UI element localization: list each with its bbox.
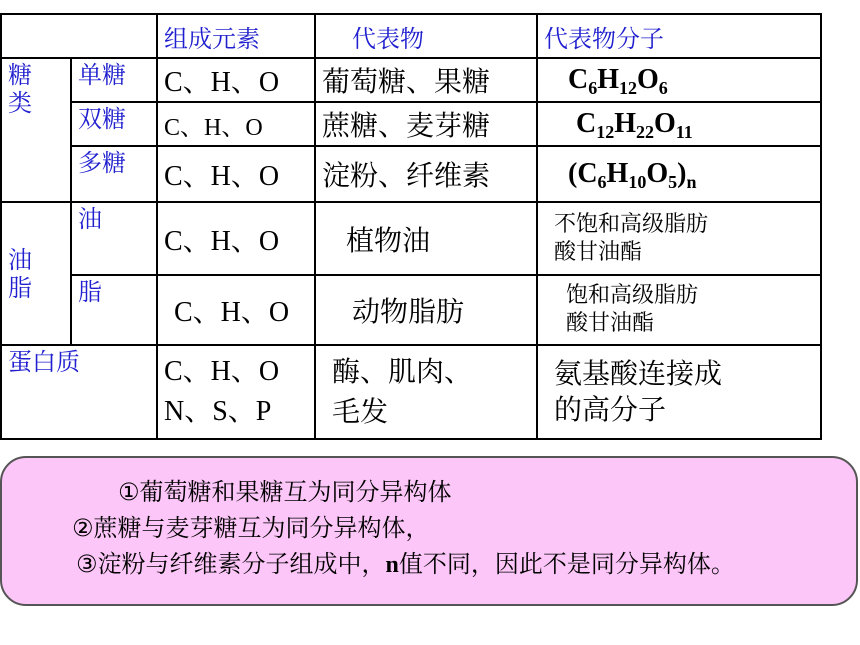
representative-substance: 淀粉、纤维素 — [315, 146, 537, 202]
formula-symbol: O — [646, 158, 669, 189]
row-disaccharide — [1, 102, 821, 146]
formula-symbol: H — [597, 64, 620, 95]
formula-subscript: 12 — [619, 78, 638, 98]
formula-subscript: 6 — [588, 78, 598, 98]
element-composition: C、H、O N、S、P — [157, 345, 315, 439]
formula-subscript: 10 — [628, 172, 647, 192]
molecular-formula — [537, 102, 821, 146]
formula-symbol: O — [654, 108, 676, 139]
fat-type-label: 脂 — [71, 275, 157, 345]
formula-subscript: n — [686, 172, 697, 192]
row-protein — [1, 345, 821, 439]
sugar-type-label: 双糖 — [71, 102, 157, 146]
fat-type-label: 油 — [71, 202, 157, 275]
header-elements: 组成元素 — [157, 14, 315, 58]
representative-substance: 动物脂肪 — [315, 275, 537, 345]
formula-subscript: 6 — [658, 78, 668, 98]
formula-symbol: (C — [568, 158, 598, 189]
element-composition: C、H、O — [157, 102, 315, 146]
representative-substance: 蔗糖、麦芽糖 — [315, 102, 537, 146]
formula-symbol: ) — [677, 158, 687, 189]
row-monosaccharide — [1, 58, 821, 102]
representative-substance: 植物油 — [315, 202, 537, 275]
element-composition: C、H、O — [157, 275, 315, 345]
category-sugar: 糖 类 — [1, 58, 71, 202]
note-line-3-end: 值不同，因此不是同分异构体。 — [398, 550, 735, 578]
category-fat: 油 脂 — [1, 202, 71, 345]
header-representative: 代表物 — [315, 14, 537, 58]
note-line-3-start: ③淀粉与纤维素分子组成中， — [76, 550, 386, 578]
note-variable-n: n — [385, 552, 399, 578]
note-line-2: ②蔗糖与麦芽糖互为同分异构体， — [72, 514, 430, 542]
element-composition: C、H、O — [157, 146, 315, 202]
carbohydrate-lipid-protein-table — [0, 13, 822, 440]
row-polysaccharide — [1, 146, 821, 202]
header-row — [1, 14, 821, 58]
molecular-formula — [537, 146, 821, 202]
formula-symbol: C — [576, 108, 597, 139]
formula-symbol: H — [614, 108, 637, 139]
molecule-description: 不饱和高级脂肪 酸甘油酯 — [537, 202, 821, 275]
header-molecule: 代表物分子 — [537, 14, 821, 58]
category-protein: 蛋白质 — [1, 345, 157, 439]
formula-subscript: 5 — [668, 172, 678, 192]
formula-subscript: 22 — [636, 122, 655, 142]
element-composition: C、H、O — [157, 202, 315, 275]
formula-subscript: 12 — [596, 122, 615, 142]
formula-subscript: 6 — [597, 172, 607, 192]
row-oil — [1, 202, 821, 275]
molecule-description: 饱和高级脂肪 酸甘油酯 — [537, 275, 821, 345]
isomer-notes-box — [0, 456, 858, 606]
formula-symbol: H — [606, 158, 629, 189]
sugar-type-label: 多糖 — [71, 146, 157, 202]
formula-symbol: C — [568, 64, 589, 95]
formula-symbol: O — [637, 64, 659, 95]
element-composition: C、H、O — [157, 58, 315, 102]
molecular-formula — [537, 58, 821, 102]
row-fat — [1, 275, 821, 345]
molecule-description: 氨基酸连接成 的高分子 — [537, 345, 821, 439]
formula-subscript: 11 — [675, 122, 693, 142]
representative-substance: 葡萄糖、果糖 — [315, 58, 537, 102]
representative-substance: 酶、肌肉、 毛发 — [315, 345, 537, 439]
header-blank-cell — [1, 14, 157, 58]
sugar-type-label: 单糖 — [71, 58, 157, 102]
note-line-3 — [76, 544, 735, 579]
note-line-1: ①葡萄糖和果糖互为同分异构体 — [118, 478, 452, 506]
